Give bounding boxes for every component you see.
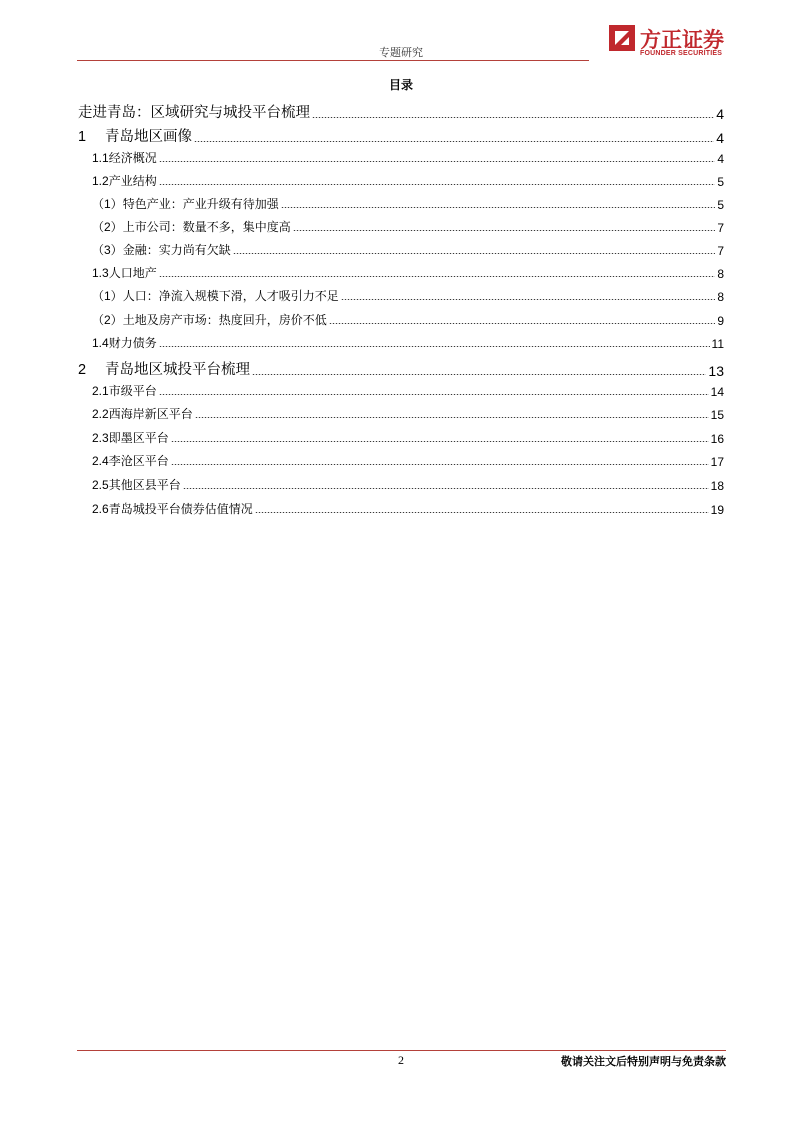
toc-entry[interactable] xyxy=(78,149,724,166)
toc-entry-title: 青岛城投平台债券估值情况 xyxy=(108,502,253,516)
toc-leader-dots xyxy=(171,464,709,465)
toc-leader-dots xyxy=(159,184,716,185)
toc-entry-title: 走进青岛：区域研究与城投平台梳理 xyxy=(78,105,310,121)
toc-entry-number: 2.1 xyxy=(92,384,109,398)
toc-entry[interactable] xyxy=(78,334,724,351)
toc-entry-label xyxy=(78,287,339,304)
toc-entry-number: 2.3 xyxy=(92,431,109,445)
page-number: 2 xyxy=(398,1053,404,1067)
toc-entry-label xyxy=(78,334,157,351)
toc-entry-number: 2.6 xyxy=(92,502,109,516)
toc-entry-title: 上市公司：数量不多，集中度高 xyxy=(122,220,291,234)
toc-entry-title: 经济概况 xyxy=(108,151,157,165)
toc-entry-page: 5 xyxy=(717,198,724,212)
toc-entry[interactable] xyxy=(78,287,724,304)
toc-entry[interactable] xyxy=(78,476,724,493)
toc-entry-label xyxy=(78,125,192,146)
toc-entry-page: 8 xyxy=(717,290,724,304)
toc-leader-dots xyxy=(194,141,714,142)
toc-entry-title: 土地及房产市场：热度回升，房价不低 xyxy=(122,313,327,327)
toc-leader-dots xyxy=(233,253,716,254)
toc-entry-page: 19 xyxy=(710,503,724,517)
logo-english-name: FOUNDER SECURITIES xyxy=(640,50,723,57)
toc-entry[interactable] xyxy=(78,429,724,446)
toc-leader-dots xyxy=(281,207,716,208)
toc-entry-title: 李沧区平台 xyxy=(108,454,169,468)
toc-entry[interactable] xyxy=(78,311,724,328)
toc-entry-title: 人口地产 xyxy=(108,266,157,280)
toc-entry-label xyxy=(78,172,157,189)
toc-entry-page: 4 xyxy=(716,130,724,146)
toc-entry-title: 青岛地区画像 xyxy=(105,129,192,145)
toc-entry-page: 5 xyxy=(717,175,724,189)
toc-entry-number: 2.2 xyxy=(92,407,109,421)
toc-entry-title: 特色产业：产业升级有待加强 xyxy=(122,197,279,211)
toc-entry[interactable] xyxy=(78,358,724,379)
toc-leader-dots xyxy=(293,230,716,231)
toc-entry[interactable] xyxy=(78,241,724,258)
toc-leader-dots xyxy=(159,394,709,395)
toc-leader-dots xyxy=(252,374,706,375)
toc-entry-label xyxy=(78,382,157,399)
toc-entry-number: 2.5 xyxy=(92,478,109,492)
toc-leader-dots xyxy=(159,346,710,347)
toc-entry[interactable] xyxy=(78,405,724,422)
toc-entry[interactable] xyxy=(78,172,724,189)
disclaimer-note: 敬请关注文后特别声明与免责条款 xyxy=(561,1055,726,1068)
toc-entry-page: 11 xyxy=(711,337,724,351)
toc-entry-page: 18 xyxy=(710,479,724,493)
toc-entry-title: 人口：净流入规模下滑，人才吸引力不足 xyxy=(122,289,339,303)
toc-entry-page: 8 xyxy=(717,267,724,281)
toc-entry-label xyxy=(78,241,231,258)
toc-entry-page: 7 xyxy=(717,221,724,235)
toc-entry-page: 7 xyxy=(717,244,724,258)
toc-entry-number: （1） xyxy=(92,197,123,211)
toc-leader-dots xyxy=(341,299,716,300)
toc-entry-label xyxy=(78,452,169,469)
toc-entry-number: （2） xyxy=(92,220,123,234)
toc-entry-label xyxy=(78,311,327,328)
toc-entry[interactable] xyxy=(78,195,724,212)
header-divider xyxy=(77,60,589,61)
toc-entry-title: 市级平台 xyxy=(108,384,157,398)
toc-entry-number: 2.4 xyxy=(92,454,109,468)
toc-leader-dots xyxy=(159,276,716,277)
toc-entry-title: 西海岸新区平台 xyxy=(108,407,193,421)
toc-leader-dots xyxy=(171,441,709,442)
toc-entry-label xyxy=(78,195,279,212)
toc-entry-page: 15 xyxy=(710,408,724,422)
toc-entry-number: 1.1 xyxy=(92,151,109,165)
toc-entry-page: 14 xyxy=(710,385,724,399)
toc-entry-title: 即墨区平台 xyxy=(108,431,169,445)
toc-entry-page: 4 xyxy=(717,152,724,166)
toc-entry[interactable] xyxy=(78,382,724,399)
toc-entry-number: 2 xyxy=(78,362,87,378)
toc-leader-dots xyxy=(329,323,716,324)
logo-chinese-name: 方正证券 xyxy=(640,28,724,52)
toc-entry-title: 金融：实力尚有欠缺 xyxy=(122,243,231,257)
toc-entry-label xyxy=(78,101,310,122)
toc-entry-label xyxy=(78,358,250,379)
toc-entry-label xyxy=(78,429,169,446)
toc-entry-page: 9 xyxy=(717,314,724,328)
toc-entry[interactable] xyxy=(78,125,724,146)
toc-entry-title: 青岛地区城投平台梳理 xyxy=(105,362,250,378)
toc-entry-title: 其他区县平台 xyxy=(108,478,181,492)
toc-entry-number: （2） xyxy=(92,313,123,327)
toc-entry-label xyxy=(78,476,181,493)
toc-entry-label xyxy=(78,405,193,422)
toc-entry-page: 4 xyxy=(716,106,724,122)
toc-leader-dots xyxy=(183,488,709,489)
toc-entry-number: （3） xyxy=(92,243,123,257)
toc-entry[interactable] xyxy=(78,264,724,281)
founder-securities-logo xyxy=(609,25,733,63)
toc-entry[interactable] xyxy=(78,452,724,469)
toc-entry-label xyxy=(78,218,291,235)
toc-entry-page: 17 xyxy=(710,455,724,469)
toc-entry-number: 1.4 xyxy=(92,336,109,350)
toc-entry-number: 1.2 xyxy=(92,174,109,188)
toc-entry-number: 1 xyxy=(78,129,87,145)
report-type: 专题研究 xyxy=(379,46,423,59)
toc-entry[interactable] xyxy=(78,500,724,517)
toc-title: 目录 xyxy=(388,78,413,92)
toc-entry[interactable] xyxy=(78,218,724,235)
toc-entry-label xyxy=(78,500,253,517)
toc-entry-number: （1） xyxy=(92,289,123,303)
toc-leader-dots xyxy=(195,417,709,418)
footer-divider xyxy=(77,1050,726,1051)
toc-leader-dots xyxy=(255,512,709,513)
toc-entry-title: 产业结构 xyxy=(108,174,157,188)
toc-entry-label xyxy=(78,149,157,166)
toc-entry-page: 16 xyxy=(710,432,724,446)
toc-leader-dots xyxy=(312,117,714,118)
founder-logo-icon xyxy=(609,25,635,51)
toc-entry-page: 13 xyxy=(708,363,724,379)
toc-leader-dots xyxy=(159,161,716,162)
toc-entry-label xyxy=(78,264,157,281)
toc-entry-title: 财力债务 xyxy=(108,336,157,350)
toc-entry[interactable] xyxy=(78,101,724,122)
toc-entry-number: 1.3 xyxy=(92,266,109,280)
